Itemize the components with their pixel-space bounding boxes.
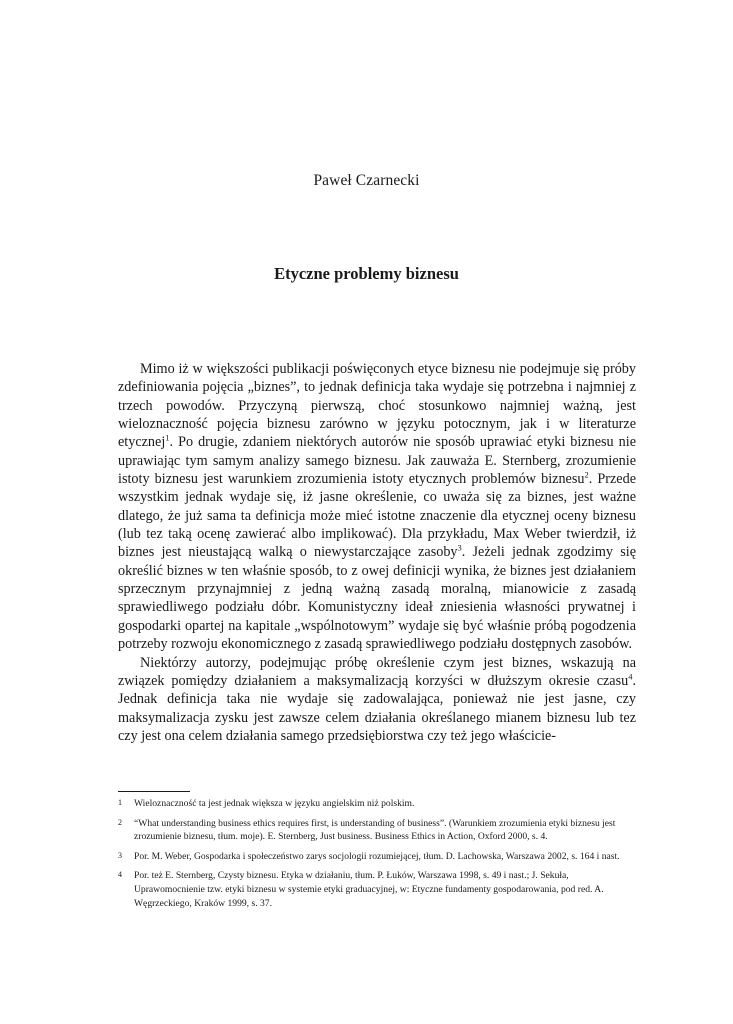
footnote xyxy=(118,850,636,864)
text-segment: . Przede wszystkim jednak wydaje się, iż jasne określenie, co uważa się za biznes, jest ważne dlatego, że już sama ta definicja może mieć istotne znaczenie dla etycznej oceny biznesu (lub tez taką ocenę zawierać albo implikować). Dla przykładu, Max Weber twierdził, iż biznes jest nieustającą walką o niewystarczające zasoby xyxy=(118,471,636,561)
footnote-number: 4 xyxy=(118,870,122,880)
footnote-number: 3 xyxy=(118,850,122,860)
footnote xyxy=(118,797,636,811)
author-name: Paweł Czarnecki xyxy=(313,172,420,189)
article-title: Etyczne problemy biznesu xyxy=(274,264,459,283)
paragraph xyxy=(118,360,636,654)
footnote-reference: 3 xyxy=(457,542,462,553)
text-segment: Niektórzy autorzy, podejmując próbę określenie czym jest biznes, wskazują na związek pomiędzy działaniem a maksymalizacją korzyści w dłuższym okresie czasu xyxy=(118,654,636,689)
footnote-number: 2 xyxy=(118,817,122,827)
footnote-reference: 1 xyxy=(165,432,170,443)
footnote xyxy=(118,817,636,844)
body-text xyxy=(118,360,636,745)
text-segment: . Jednak definicja taka nie wydaje się zadowalająca, ponieważ nie jest jasne, czy maksymalizacja zysku jest zawsze celem działania określanego mianem biznesu lub tez czy jest ona celem działania samego przedsiębiorstwa czy też jego właścicie- xyxy=(118,672,636,744)
text-segment: Mimo iż w większości publikacji poświęconych etyce biznesu nie podejmuje się próby zdefiniowania pojęcia „biznes”, to jednak definicja taka wydaje się potrzebna i najmniej z trzech powodów. Przyczyną pierwszą, choć stosunkowo najmniej ważną, jest wieloznaczność pojęcia biznesu zarówno w języku potocznym, jak i w literaturze etycznej xyxy=(118,361,636,451)
footnote-text: Por. M. Weber, Gospodarka i społeczeństwo zarys socjologii rozumiejącej, tłum. D. Lachowska, Warszawa 2002, s. 164 i nast. xyxy=(134,850,620,862)
footnote-reference: 2 xyxy=(584,469,589,480)
footnote-text: “What understanding business ethics requires first, is understanding of business”. (Warunkiem zrozumienia etyki biznesu jest zrozumienie biznesu, tłum. moje). E. Sternberg, Just business. Business Ethics in Action, Oxford 2000, s. 4. xyxy=(134,817,616,843)
footnotes xyxy=(118,797,636,916)
footnote-text: Wieloznaczność ta jest jednak większa w języku angielskim niż polskim. xyxy=(134,798,415,809)
text-segment: . Po drugie, zdaniem niektórych autorów nie sposób uprawiać etyki biznesu nie uprawiając tym samym analizy samego biznesu. Jak zauważa E. Sternberg, zrozumienie istoty biznesu jest warunkiem zrozumienia istoty etycznych problemów biznesu xyxy=(118,434,636,488)
footnote xyxy=(118,869,636,910)
footnote-reference: 4 xyxy=(628,671,633,682)
footnote-separator xyxy=(118,791,190,792)
footnote-text: Por. też E. Sternberg, Czysty biznesu. Etyka w działaniu, tłum. P. Łuków, Warszawa 1998, s. 49 i nast.; J. Sekuła, Uprawomocnienie tzw. etyki biznesu w systemie etyki graduacyjnej, w: Etyczne fundamenty gospodarowania, pod red. A. Węgrzeckiego, Kraków 1999, s. 37. xyxy=(134,870,604,909)
paragraph xyxy=(118,654,636,746)
footnote-number: 1 xyxy=(118,798,122,807)
text-segment: . Jeżeli jednak zgodzimy się określić biznes w ten właśnie sposób, to z owej definicji wynika, że biznes jest działaniem sprzecznym przynajmniej z jedną ważną zasadą moralną, mianowicie z zasadą sprawiedliwego podziału dóbr. Komunistyczny ideał zniesienia własności prywatnej i gospodarki opartej na kapitale „wspólnotowym” wydaje się być właśnie próbą pogodzenia potrzeby rozwoju ekonomicznego z zasadą sprawiedliwego podziału dostępnych zasobów. xyxy=(118,544,636,653)
